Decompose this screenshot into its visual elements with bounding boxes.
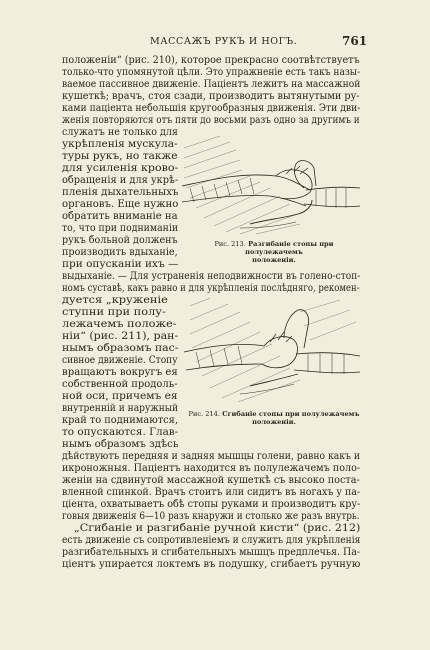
text-line: ваемое пассивное движеніе. Пацiентъ лежитъ на массажной <box>62 79 361 90</box>
text-line: обратить вниманіе на <box>62 211 178 222</box>
text-line: дѣйствуютъ передняя и задняя мышцы голени, равно какъ и <box>62 451 360 462</box>
page-number: 761 <box>342 34 368 48</box>
text-line: обращенія и для укрѣ- <box>62 175 179 186</box>
text-line: есть движеніе съ сопротивленіемъ и служитъ для укрѣпленія <box>62 535 361 546</box>
text-line: сивное движеніе. Стопу <box>62 355 178 366</box>
text-line: женіи на сдвинутой массажной кушеткѣ съ высоко поста- <box>62 475 360 486</box>
figure-213-caption <box>186 240 362 264</box>
figure-213-caption-line2: положеніи. <box>252 256 296 264</box>
figure-214-caption <box>186 410 362 426</box>
text-line: нымъ образомъ здѣсь <box>62 439 179 450</box>
text-line: ціентъ упирается локтемъ въ подушку, сгибаетъ ручную <box>62 559 361 570</box>
text-line: рукъ больной долженъ <box>62 235 178 246</box>
text-line: кушеткѣ; врачъ, стоя сзади, производитъ вытянутыми ру- <box>62 91 360 102</box>
text-line: только-что упомянутой цѣли. Это упражненіе есть такъ назы- <box>62 67 361 78</box>
text-line: для усиленія крово- <box>62 163 179 174</box>
text-line: разгибательныхъ и сгибательныхъ мышцъ предплечья. Па- <box>62 547 361 558</box>
running-title: МАССАЖЪ РУКЪ И НОГЪ. <box>150 36 298 47</box>
figure-214-illustration <box>180 292 362 406</box>
text-line: туры рукъ, но также <box>62 151 178 162</box>
text-line: то, что при подниманіи <box>62 223 179 234</box>
text-line: органовъ. Еще нужно <box>62 199 179 210</box>
text-line: нымъ образомъ пас- <box>62 343 179 354</box>
figure-213-caption-line1: Разгибаніе стопы при полулежачемъ <box>245 240 334 256</box>
text-line: ціента, охватываетъ обѣ стопы руками и производитъ кру- <box>62 499 361 510</box>
text-line: служатъ не только для <box>62 127 178 138</box>
text-line: ступни при полу- <box>62 307 166 318</box>
text-line: положеніи“ (рис. 210), которое прекрасно соотвѣтствуетъ <box>62 55 360 66</box>
text-line: внутренній и наружный <box>62 403 179 414</box>
figure-214-number: Рис. 214. <box>188 410 220 418</box>
text-line: выдыханіе. — Для устраненія неподвижности въ голено-стоп- <box>62 271 361 282</box>
text-line: говыя движенія 6—10 разъ кнаружи и столько же разъ внутрь. <box>62 511 360 522</box>
text-line: укрѣпленія мускула- <box>62 139 178 150</box>
text-line: при опусканіи ихъ — <box>62 259 179 270</box>
text-line: номъ суставѣ, какъ равно и для укрѣпленія послѣдняго, рекомен- <box>62 283 360 294</box>
figure-214-caption-line1: Сгибаніе стопы при полулежачемъ <box>222 410 360 418</box>
text-line: вращаютъ вокругъ ея <box>62 367 178 378</box>
figure-213-illustration <box>180 128 362 238</box>
text-line: лежачемъ положе- <box>62 319 177 330</box>
text-line: дуется „круженіе <box>62 295 168 306</box>
text-line: вленной спинкой. Врачъ стоитъ или сидитъ въ ногахъ у па- <box>62 487 361 498</box>
text-line: производить вдыханіе, <box>62 247 178 258</box>
text-line: ніи“ (рис. 211), ран- <box>62 331 179 342</box>
text-line: „Сгибаніе и разгибаніе ручной кисти“ (рис. 212) <box>74 523 361 534</box>
figure-213-number: Рис. 213. <box>214 240 246 248</box>
text-line: женія повторяются отъ пяти до восьми разъ одно за другимъ и <box>62 115 360 126</box>
text-line: то опускаются. Глав- <box>62 427 179 438</box>
text-line: икроножныя. Паціентъ находится въ полулежачемъ поло- <box>62 463 361 474</box>
text-line: ной оси, причемъ ея <box>62 391 178 402</box>
text-line: собственной продоль- <box>62 379 178 390</box>
text-line: пленія дыхательныхъ <box>62 187 179 198</box>
figure-214-caption-line2: положеніи. <box>252 418 296 426</box>
page-header <box>0 36 430 52</box>
text-line: ками паціента небольшія кругообразныя движенія. Эти дви- <box>62 103 361 114</box>
text-line: край то поднимаются, <box>62 415 178 426</box>
